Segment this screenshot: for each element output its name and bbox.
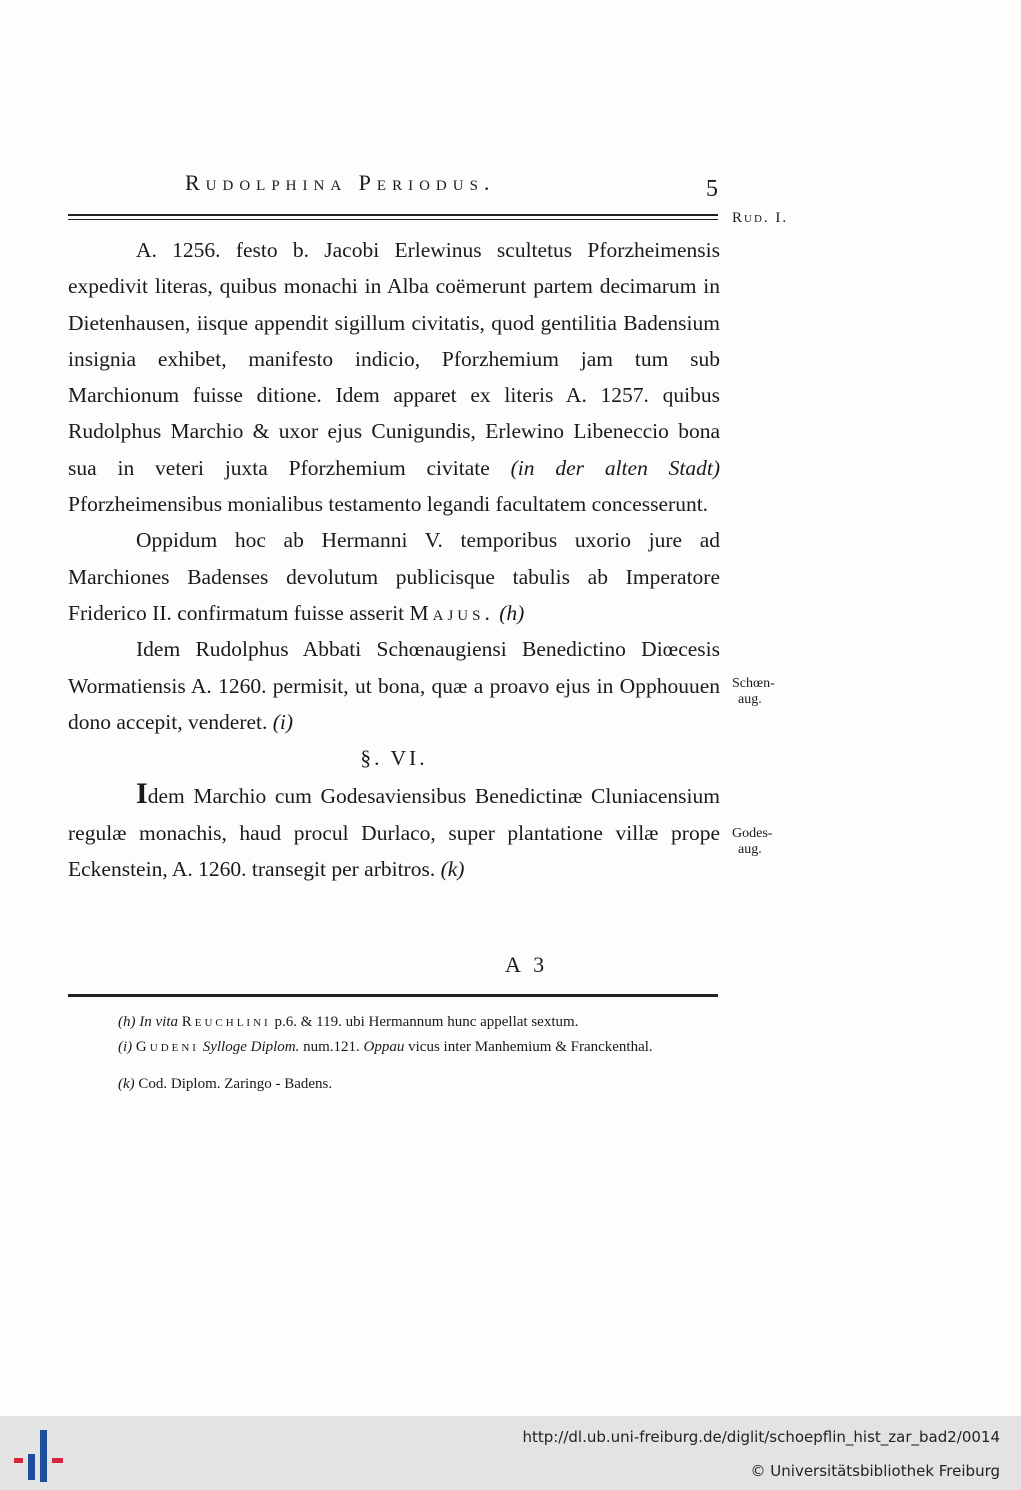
copyright-notice: © Universitätsbibliothek Freiburg <box>750 1462 1000 1480</box>
footnote-text: num.121. <box>303 1039 360 1055</box>
footnote-mark: (h) <box>118 1014 136 1030</box>
footnote-h <box>108 1010 720 1035</box>
footnotes <box>108 1010 720 1097</box>
paragraph-text: A. 1256. festo b. Jacobi Erlewinus scultetus Pforzheimensis expedivit literas, quibus monachi in Alba coëmerunt partem decimarum in Dietenhausen, iisque appendit sigillum civitatis, quod gentilitia Badensium insignia exhibet, manifesto indicio, Pforzhemium jam tum sub Marchionum fuisse ditione. Idem apparet ex literis A. 1257. quibus Rudolphus Marchio & uxor ejus Cunigundis, Erlewino Libeneccio bona sua in veteri juxta Pforzhemium civitate <box>68 238 720 480</box>
italic-phrase: (in der alten Stadt) <box>510 455 721 480</box>
running-head: Rudolphina Periodus. <box>185 170 496 195</box>
margin-note-line: aug. <box>738 842 762 857</box>
author-name: Majus. <box>409 600 494 625</box>
permalink-url[interactable]: http://dl.ub.uni-freiburg.de/diglit/schoepflin_hist_zar_bad2/0014 <box>522 1428 1000 1446</box>
paragraph-text: Pforzheimensibus monialibus testamento legandi facultatem concesserunt. <box>68 492 709 517</box>
margin-note-rud: Rud. I. <box>732 210 789 226</box>
margin-note-line: Godes- <box>732 826 773 841</box>
paragraph-text: Idem Rudolphus Abbati Schœnaugiensi Benedictino Diœcesis Wormatiensis A. 1260. permisit, ut bona, quæ a proavo ejus in Opphouuen dono accepit, venderet. <box>68 637 720 734</box>
paragraph-text: dem Marchio cum Godesaviensibus Benedictinæ Cluniacensium regulæ monachis, haud procul Durlaco, super plantatione villæ prope Eckenstein, A. 1260. transegit per arbitros. <box>68 784 720 882</box>
library-logo-icon <box>14 1430 66 1482</box>
paragraph-text: Oppidum hoc ab Hermanni V. temporibus uxorio jure ad Marchiones Badenses devolutum publicisque tabulis ab Imperatore Friderico II. confirmatum fuisse asserit <box>68 528 720 625</box>
paragraph-2 <box>68 522 720 631</box>
signature-mark: A 3 <box>505 952 549 977</box>
header-rule <box>68 214 718 216</box>
viewer-footer <box>0 1416 1021 1490</box>
footnote-italic: Sylloge Diplom. <box>202 1039 300 1055</box>
main-text <box>68 232 720 887</box>
footnote-ref-h: (h) <box>499 600 525 625</box>
paragraph-3 <box>68 631 720 740</box>
footnote-author: Gudeni <box>135 1039 199 1055</box>
footnote-text: Cod. Diplom. Zaringo - Badens. <box>138 1076 333 1092</box>
initial-letter: I <box>136 777 148 811</box>
paragraph-4 <box>68 776 720 887</box>
margin-note-line: aug. <box>738 692 762 707</box>
margin-note-schoenaug <box>732 676 775 708</box>
footnote-ref-k: (k) <box>440 857 465 882</box>
footnote-italic: In vita <box>139 1014 178 1030</box>
footnote-k <box>108 1072 720 1097</box>
footnote-ref-i: (i) <box>272 709 294 734</box>
margin-note-godesaug <box>732 826 772 858</box>
footnote-author: Reuchlini <box>181 1014 271 1030</box>
footnote-text: vicus inter Manhemium & Franckenthal. <box>408 1039 653 1055</box>
margin-note-line: Schœn- <box>732 676 775 691</box>
footnote-italic: Oppau <box>363 1039 405 1055</box>
paragraph-1 <box>68 232 720 522</box>
footnote-mark: (k) <box>118 1076 135 1092</box>
footnote-text: p.6. & 119. ubi Hermannum hunc appellat sextum. <box>274 1014 579 1030</box>
section-heading: §. VI. <box>360 746 428 771</box>
footnote-mark: (i) <box>118 1039 133 1055</box>
page-number: 5 <box>706 176 718 202</box>
footnote-i <box>108 1035 720 1060</box>
footnote-rule <box>68 994 718 997</box>
